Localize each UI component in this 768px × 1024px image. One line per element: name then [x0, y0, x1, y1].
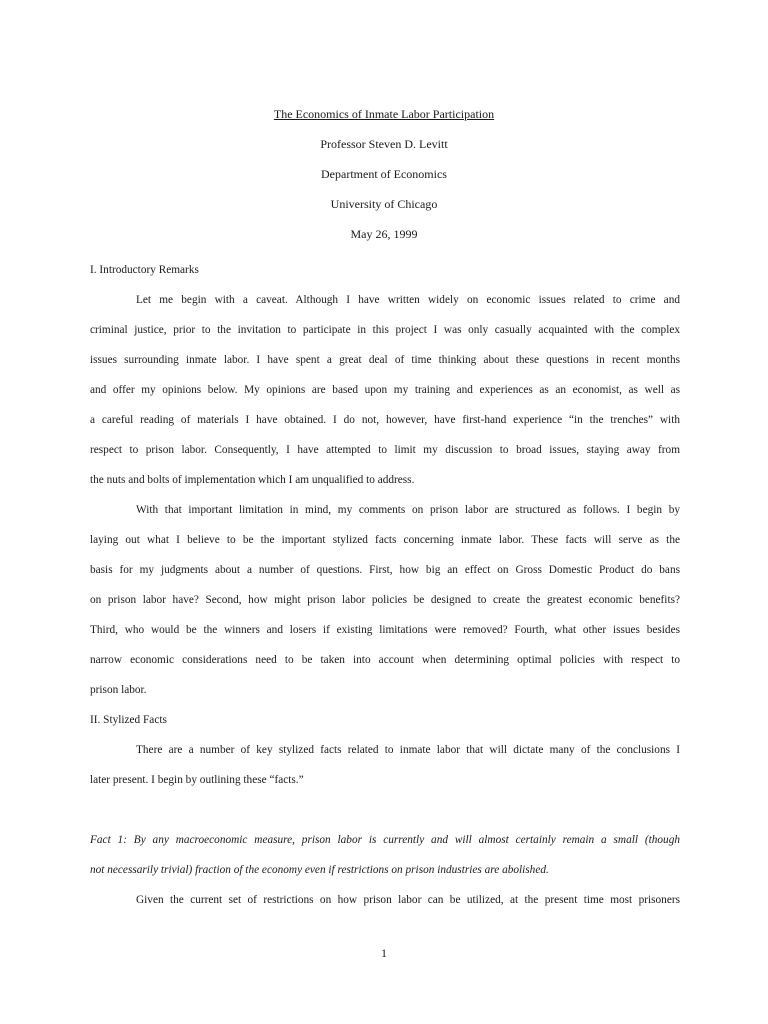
document-date: May 26, 1999 [350, 227, 418, 241]
section-heading-stylized-facts: II. Stylized Facts [90, 714, 167, 726]
paragraph-line: Given the current set of restrictions on how prison labor can be utilized, at the present time most prisoners [136, 894, 680, 906]
paragraph-line: and offer my opinions below. My opinions are based upon my training and experiences as an economist, as well as [90, 384, 680, 396]
document-title: The Economics of Inmate Labor Participation [273, 107, 495, 121]
author-name: Professor Steven D. Levitt [320, 137, 448, 151]
blank-line [90, 795, 680, 825]
paragraph-line: laying out what I believe to be the important stylized facts concerning inmate labor. These facts will serve as the [90, 534, 680, 546]
paragraph-line: There are a number of key stylized facts related to inmate labor that will dictate many of the conclusions I [136, 744, 680, 756]
paragraph-line: Third, who would be the winners and losers if existing limitations were removed? Fourth, what other issues besides [90, 624, 680, 636]
document-body [90, 255, 680, 915]
paragraph-line: With that important limitation in mind, my comments on prison labor are structured as follows. I begin by [136, 504, 680, 516]
paragraph-line: respect to prison labor. Consequently, I have attempted to limit my discussion to broad issues, staying away from [90, 444, 680, 456]
paragraph-current-restrictions [90, 885, 680, 915]
paragraph-structure [90, 495, 680, 705]
department-name: Department of Economics [321, 167, 447, 181]
paragraph-caveat [90, 285, 680, 495]
fact-1-statement [90, 825, 680, 885]
page-number: 1 [381, 946, 387, 960]
paragraph-line: on prison labor have? Second, how might prison labor policies be designed to create the greatest economic benefits? [90, 594, 680, 606]
paragraph-line: a careful reading of materials I have obtained. I do not, however, have first-hand experience “in the trenches” with [90, 414, 680, 426]
paragraph-line: not necessarily trivial) fraction of the economy even if restrictions on prison industries are abolished. [90, 864, 549, 876]
section-heading-introductory: I. Introductory Remarks [90, 264, 199, 276]
paragraph-line: basis for my judgments about a number of questions. First, how big an effect on Gross Domestic Product do bans [90, 564, 680, 576]
paragraph-line: Fact 1: By any macroeconomic measure, prison labor is currently and will almost certainly remain a small (though [90, 834, 680, 846]
paragraph-line: narrow economic considerations need to be taken into account when determining optimal policies with respect to [90, 654, 680, 666]
paragraph-line: the nuts and bolts of implementation which I am unqualified to address. [90, 474, 415, 486]
university-name: University of Chicago [330, 197, 438, 211]
paragraph-line: prison labor. [90, 684, 147, 696]
paragraph-line: Let me begin with a caveat. Although I have written widely on economic issues related to crime and [136, 294, 680, 306]
paragraph-line: issues surrounding inmate labor. I have spent a great deal of time thinking about these questions in recent months [90, 354, 680, 366]
paragraph-line: criminal justice, prior to the invitation to participate in this project I was only casually acquainted with the complex [90, 324, 680, 336]
paragraph-line: later present. I begin by outlining these “facts.” [90, 774, 304, 786]
document-header [0, 104, 768, 254]
paragraph-key-facts [90, 735, 680, 795]
